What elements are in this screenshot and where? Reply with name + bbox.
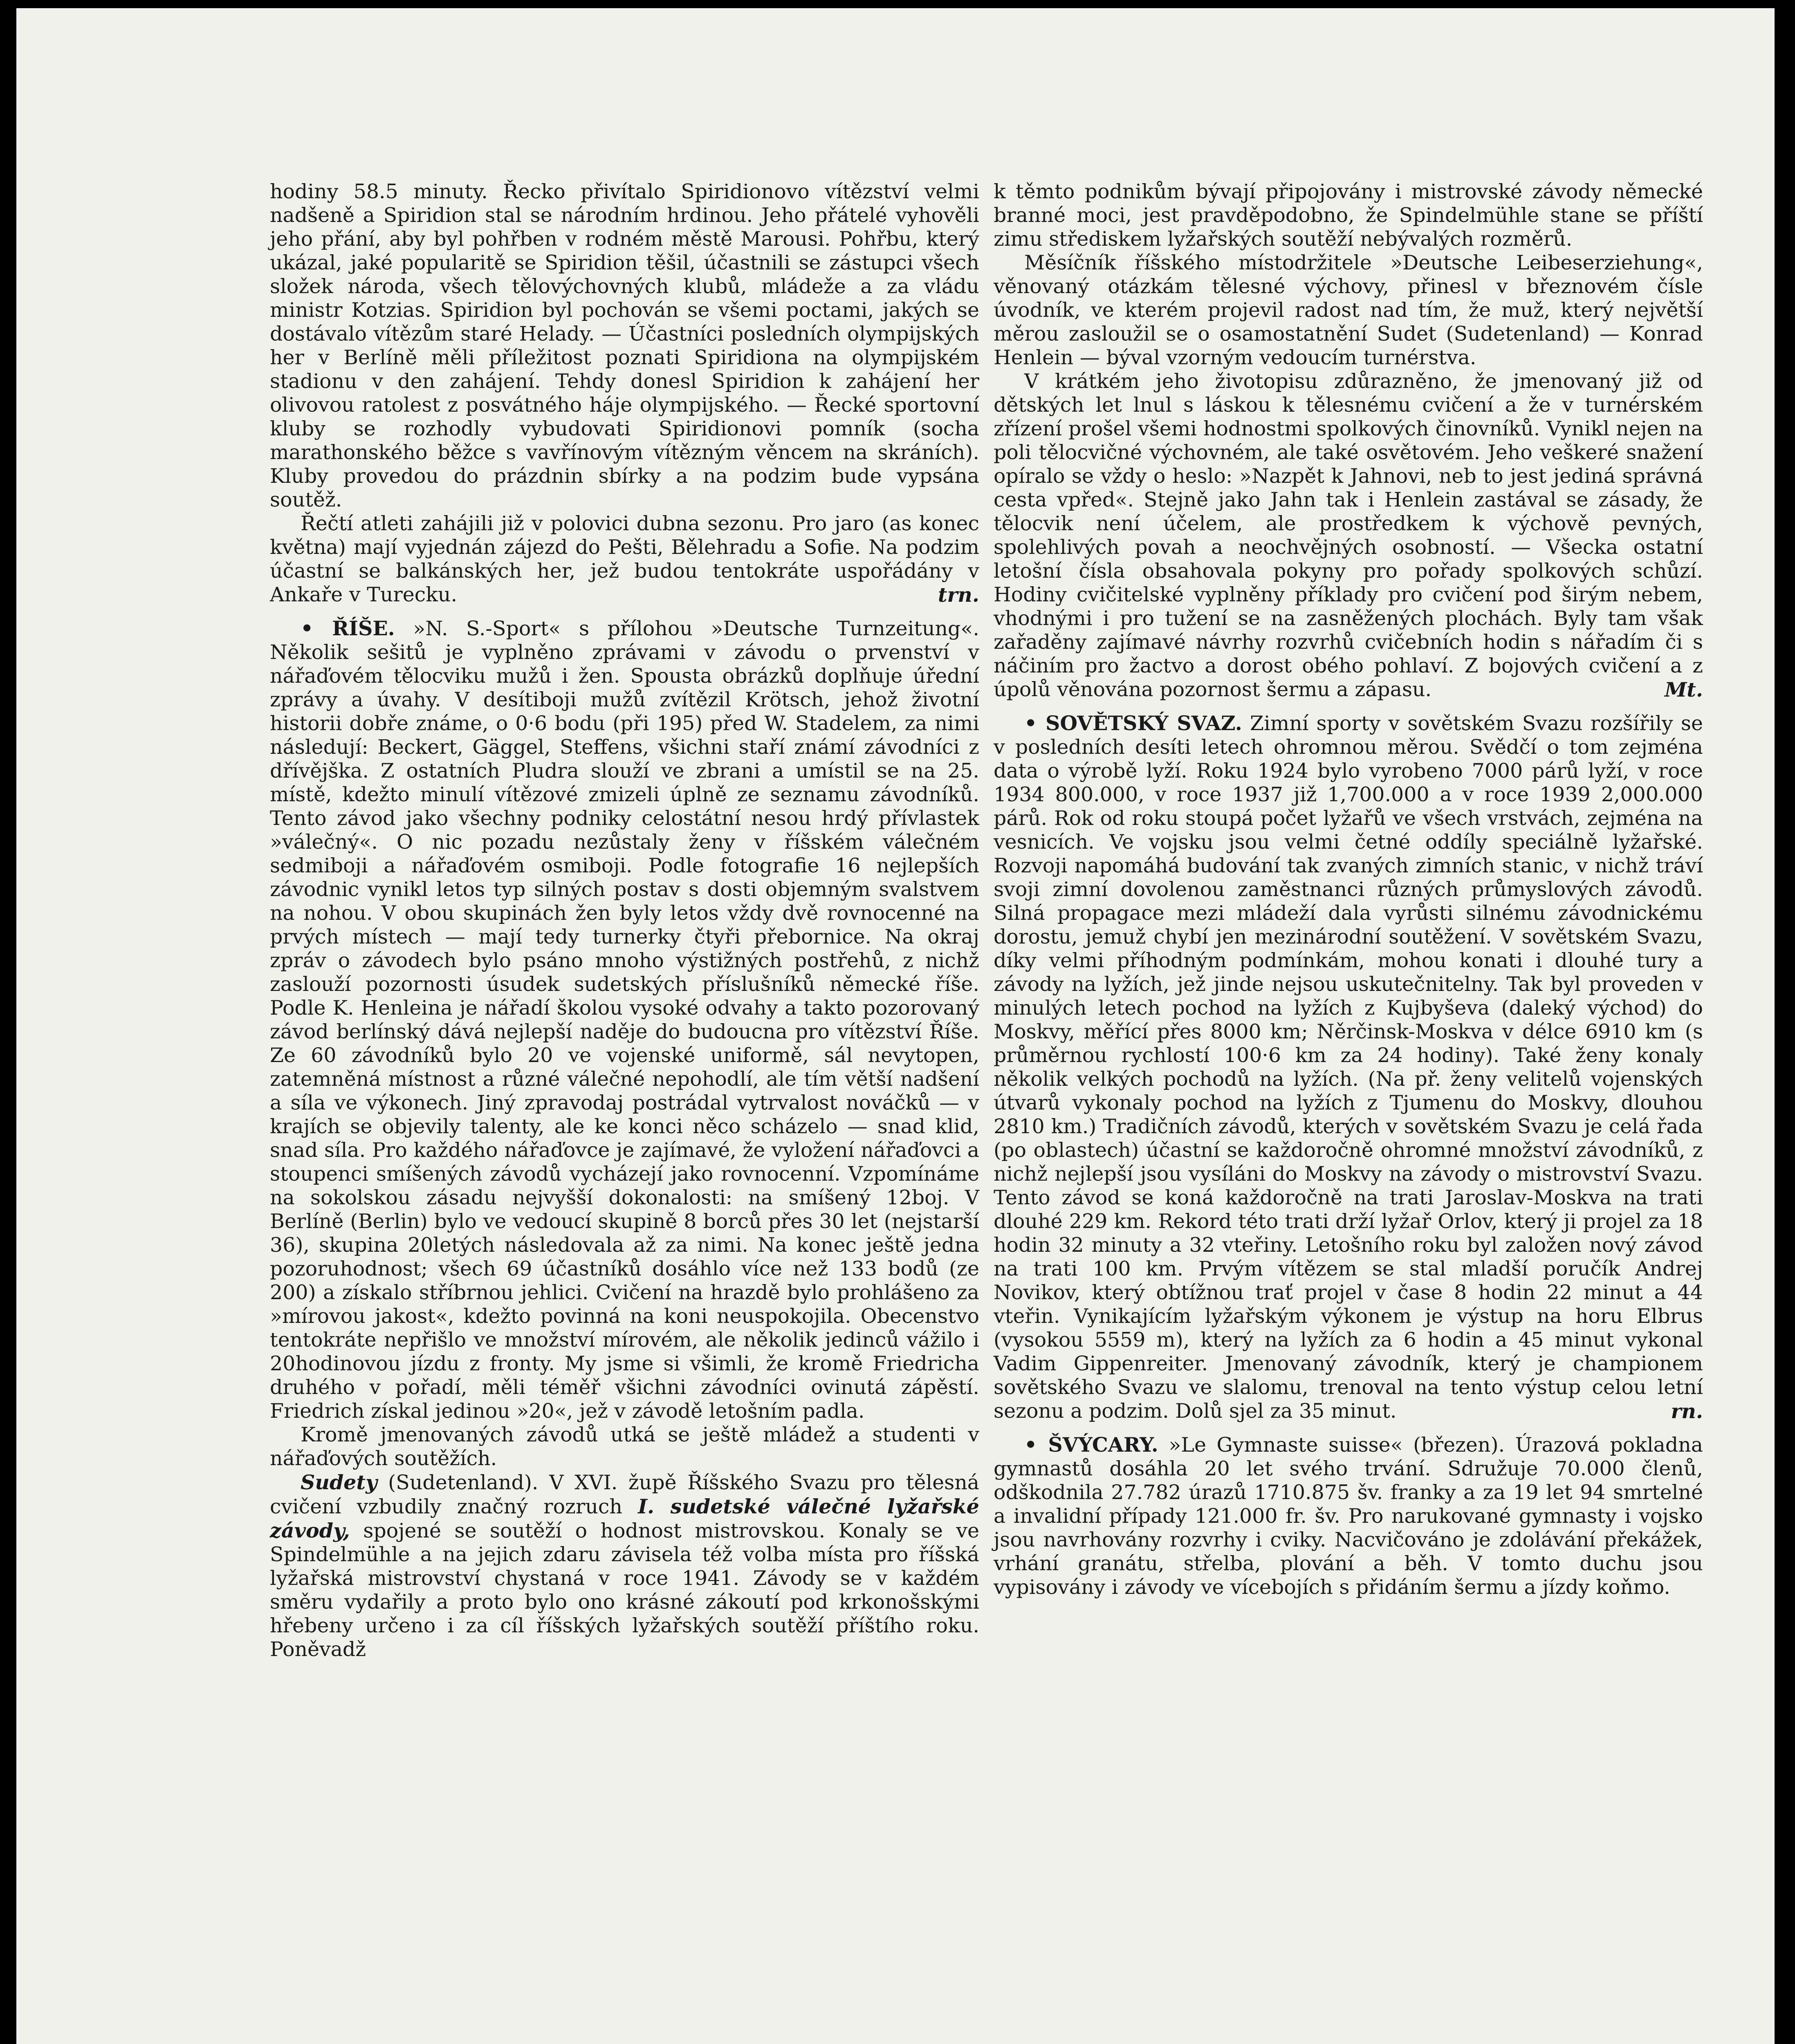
paragraph-greece-spiridion: hodiny 58.5 minuty. Řecko přivítalo Spiridionovo vítězství velmi nadšeně a Spiridion stal se národním hrdinou. Jeho přátelé vyhověli jeho přání, aby byl pohřben v rodném městě Marousi. Pohřbu, který ukázal, jaké popularitě se Spiridion těšil, účastnili se zástupci všech složek národa, všech tělovýchovných klubů, mládeže a za vládu ministr Kotzias. Spiridion byl pochován se všemi poctami, jakých se dostávalo vítězům staré Helady. — Účastníci posledních olympijských her v Berlíně měli příležitost poznati Spiridiona na olympijském stadionu v den zahájení. Tehdy donesl Spiridion k zahájení her olivovou ratolest z posvátného háje olympijského. — Řecké sportovní kluby se rozhodly vybudovati Spiridionovi pomník (socha marathonského běžce s vavřínovým vítězným věncem na skráních). Kluby provedou do prázdnin sbírky a na podzim bude vypsána soutěž. [270,180,979,511]
author-signature: trn. [938,583,979,607]
sudety-text-b: spojené se soutěží o hodnost mistrovskou. Konaly se ve Spindelmühle a na jejich zdaru závisela též volba místa pro říšská lyžařská mistrovství chystaná v roce 1941. Závody se v každém směru vydařily a proto bylo ono krásné zákoutí pod krkonošskými hřebeny určeno i za cíl říšských lyžařských soutěží příštího roku. Poněvadž [270,1519,979,1661]
paragraph-sudety-continued: k těmto podnikům bývají připojovány i mistrovské závody německé branné moci, jest pravděpodobno, že Spindelmühle stane se příští zimu střediskem lyžařských soutěží nebývalých rozměrů. [994,180,1703,251]
sudety-event-name: I. sudetské válečné lyžařské závody, [270,1495,979,1542]
paragraph-greece-athletes [270,512,979,607]
paragraph-leibeserziehung: Měsíčník říšského místodržitele »Deutsche Leibeserziehung«, věnovaný otázkám tělesné výchovy, přinesl v březnovém čísle úvodník, ve kterém projevil radost nad tím, že muž, který největší měrou zasloužil se o osamostatnění Sudet (Sudetenland) — Konrad Henlein — býval vzorným vedoucím turnérstva. [994,251,1703,369]
sudety-text-a: (Sudetenland). V XVI. župě Říšského Svazu pro tělesná cvičení vzbudily značný rozruch [270,1471,979,1518]
paragraph-reich-text: »N. S.-Sport« s přílohou »Deutsche Turnzeitung«. Několik sešitů je vyplněno zprávami v závodu o prvenství v nářaďovém tělocviku mužů i žen. Spousta obrázků doplňuje úřední zprávy a úvahy. V desítiboji mužů zvítězil Krötsch, jehož životní historii dobře známe, o 0·6 bodu (při 195) před W. Stadelem, za nimi následují: Beckert, Gäggel, Steffens, všichni staří známí závodníci z dřívějška. Z ostatních Pludra slouží ve zbrani a umístil se na 25. místě, kdežto minulí vítězové zmizeli úplně ze seznamu závodníků. Tento závod jako všechny podniky celostátní nesou hrdý přívlastek »válečný«. O nic pozadu nezůstaly ženy v říšském válečném sedmiboji a nářaďovém osmiboji. Podle fotografie 16 nejlepších závodnic vynikl letos typ silných postav s dosti objemným svalstvem na nohou. V obou skupinách žen byly letos vždy dvě rovnocenné na prvých místech — mají tedy turnerky čtyři přebornice. Na okraj zpráv o závodech bylo psáno mnoho výstižných postřehů, z nichž zaslouží pozornosti úsudek sudetských příslušníků německé říše. Podle K. Henleina je nářadí školou vysoké odvahy a takto pozorovaný závod berlínský dává nejlepší naděje do budoucna pro vítězství Říše. Ze 60 závodníků bylo 20 ve vojenské uniformě, sál nevytopen, zatemněná místnost a různé válečné nepohodlí, ale tím větší nadšení a síla ve výkonech. Jiný zpravodaj postrádal vytrvalost nováčků — v krajích se objevily talenty, ale ke konci něco scházelo — snad klid, snad síla. Pro každého nářaďovce je zajímavé, že vyložení nářaďovci a stoupenci smíšených závodů vycházejí jako rovnocenní. Vzpomínáme na sokolskou zásadu nejvyšší dokonalosti: na smíšený 12boj. V Berlíně (Berlin) bylo ve vedoucí skupině 8 borců přes 30 let (nejstarší 36), skupina 20letých následovala až za nimi. Na konec ještě jedna pozoruhodnost; všech 69 účastníků dosáhlo více než 133 bodů (ze 200) a získalo stříbrnou jehlici. Cvičení na hrazdě bylo prohlášeno za »mírovou jakost«, kdežto povinná na koni neuspokojila. Obecenstvo tentokráte nepřišlo ve množství mírovém, ale několik jedinců vážilo i 20hodinovou jízdu z fronty. My jsme si všimli, že kromě Friedricha druhého v pořadí, měli téměř všichni závodníci ovinutá zápěstí. Friedrich získal jedinou »20«, jež v závodě letošním padla. [270,617,979,1423]
paragraph-henlein [994,370,1703,702]
paragraph-reich [270,616,979,1423]
right-column [994,180,1703,1599]
sudety-title: Sudety [301,1470,377,1494]
paragraph-sudety [270,1470,979,1661]
section-heading-swiss: • ŠVÝCARY. [1024,1433,1158,1457]
section-heading-soviet: • SOVĚTSKÝ SVAZ. [1024,711,1242,735]
paragraph-swiss [994,1433,1703,1599]
paragraph-soviet-text: Zimní sporty v sovětském Svazu rozšířily se v posledních desíti letech ohromnou měrou. Svědčí o tom zejména data o výrobě lyží. Roku 1924 bylo vyrobeno 7000 párů lyží, v roce 1934 800.000, v roce 1937 již 1,700.000 a v roce 1939 2,000.000 párů. Rok od roku stoupá počet lyžařů ve všech vrstvách, zejména na vesnicích. Ve vojsku jsou velmi četné oddíly speciálně lyžařské. Rozvoji napomáhá budování tak zvaných zimních stanic, v nichž tráví svoji zimní dovolenou zaměstnanci různých průmyslových závodů. Silná propagace mezi mládeží dala vyrůsti silnému závodnickému dorostu, jemuž chybí jen mezinárodní soutěžení. V sovětském Svazu, díky velmi příhodným podmínkám, mohou konati i dlouhé tury a závody na lyžích, jež jinde nejsou uskutečnitelny. Tak byl proveden v minulých letech pochod na lyžích z Kujbyševa (daleký východ) do Moskvy, měřící přes 8000 km; Něrčinsk-Moskva v délce 6910 km (s průměrnou rychlostí 100·6 km za 24 hodiny). Také ženy konaly několik velkých pochodů na lyžích. (Na př. ženy velitelů vojenských útvarů vykonaly pochod na lyžích z Tjumenu do Moskvy, dlouhou 2810 km.) Tradičních závodů, kterých v sovětském Svazu je celá řada (po oblastech) účastní se každoročně ohromné množství závodníků, z nichž nejlepší jsou vysíláni do Moskvy na závody o mistrovství Svazu. Tento závod se koná každoročně na trati Jaroslav-Moskva na trati dlouhé 229 km. Rekord této trati drží lyžař Orlov, který ji projel za 18 hodin 32 minuty a 32 vteřiny. Letošního roku byl založen nový závod na trati 100 km. Prvým vítězem se stal mladší poručík Andrej Novikov, který obtížnou trať projel v čase 8 hodin 22 minut a 44 vteřin. Vynikajícím lyžařským výkonem je výstup na horu Elbrus (vysokou 5559 m), který na lyžích za 6 hodin a 45 minut vykonal Vadim Gippenreiter. Jmenovaný závodník, který je championem sovětského Svazu ve slalomu, trenoval na tento výstup celou letní sezonu a podzim. Dolů sjel za 35 minut. [994,712,1703,1423]
paragraph-henlein-text: V krátkém jeho životopisu zdůrazněno, že jmenovaný již od dětských let lnul s láskou k tělesnému cvičení a že v turnérském zřízení prošel všemi hodnostmi spolkových činovníků. Vynikl nejen na poli tělocvičné výchovném, ale také osvětovém. Jeho veškeré snažení opíralo se vždy o heslo: »Nazpět k Jahnovi, neb to jest jediná správná cesta vpřed«. Stejně jako Jahn tak i Henlein zastával se zásady, že tělocvik není účelem, ale prostředkem k výchově pevných, spolehlivých povah a neochvějných osobností. — Všecka ostatní letošní čísla obsahovala pokyny pro pořady spolkových schůzí. Hodiny cvičitelské vyplněny příklady pro cvičení pod širým nebem, vhodnými i pro tužení se na zasněžených plochách. Byly tam však zařaděny zajímavé návrhy rozvrhů cvičebních hodin s nářadím či s náčiním pro žactvo a dorost obého pohlaví. Z bojových cvičení a z úpolů věnována pozornost šermu a zápasu. [994,370,1703,701]
paragraph-swiss-text: »Le Gymnaste suisse« (březen). Úrazová pokladna gymnastů dosáhla 20 let svého trvání. Sdružuje 70.000 členů, odškodnila 27.782 úrazů 1710.875 šv. franky a za 19 let 94 smrtelné a invalidní případy 121.000 fr. šv. Pro narukované gymnasty i vojsko jsou navrhovány rozvrhy i cviky. Nacvičováno je zdolávání překážek, vrhání granátu, střelba, plování a běh. V tomto duchu jsou vypisovány i závody ve vícebojích s přidáním šermu a jízdy koňmo. [994,1433,1703,1599]
author-signature: Mt. [1665,678,1703,702]
paragraph-soviet [994,711,1703,1423]
paragraph-reich-youth: Kromě jmenovaných závodů utká se ještě mládež a studenti v nářaďových soutěžích. [270,1423,979,1470]
section-heading-reich: • ŘÍŠE. [301,616,395,640]
paragraph-greece-athletes-text: Řečtí atleti zahájili již v polovici dubna sezonu. Pro jaro (as konec května) mají vyjednán zájezd do Pešti, Bělehradu a Sofie. Na podzim účastní se balkánských her, jež budou tentokráte uspořádány v Ankaře v Turecku. [270,512,979,606]
magazine-page [16,8,1775,2044]
left-column [270,180,979,1661]
author-signature: rn. [1671,1399,1703,1423]
